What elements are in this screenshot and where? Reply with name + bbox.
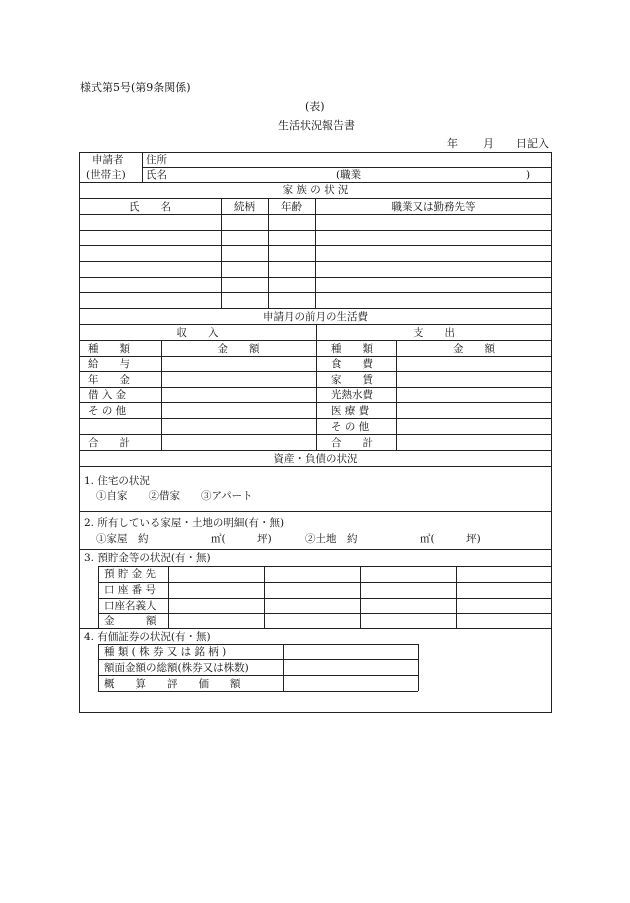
income-col-amount: 金 額 — [217, 343, 260, 355]
income-total-label: 合 計 — [88, 437, 130, 449]
grid-line — [98, 675, 418, 676]
name-field[interactable] — [170, 168, 330, 181]
family-section-title: 家 族 の 状 況 — [282, 184, 349, 196]
family-col-name: 氏 名 — [129, 201, 171, 213]
grid-line — [360, 566, 361, 628]
form-number: 様式第5号(第9条関係) — [80, 81, 191, 94]
expense-col-type: 種 類 — [331, 343, 373, 355]
grid-line — [268, 198, 269, 308]
savings-row-label: 口 座 番 号 — [104, 584, 157, 596]
grid-line — [221, 198, 222, 308]
savings-row-label: 金 額 — [104, 615, 157, 627]
date-year-label: 年 — [447, 137, 458, 150]
income-item: 借 入 金 — [88, 389, 127, 401]
form-title: 生活状況報告書 — [278, 119, 355, 132]
expense-total-label: 合 計 — [331, 437, 373, 449]
grid-line — [264, 566, 265, 628]
address-field[interactable] — [170, 153, 548, 166]
date-day-label: 日記入 — [516, 137, 549, 150]
land-unit: ㎡( 坪) — [420, 533, 481, 545]
property-title: 2. 所有している家屋・土地の明細(有・無) — [84, 517, 285, 529]
grid-line — [79, 450, 552, 451]
grid-line — [456, 566, 457, 628]
income-header: 収 入 — [176, 327, 219, 339]
income-item: 年 金 — [88, 374, 130, 386]
assets-section-title: 資産・負債の状況 — [273, 453, 358, 465]
name-label: 氏名 — [146, 169, 167, 181]
grid-line — [396, 340, 397, 450]
expense-item: 光熱水費 — [331, 389, 373, 401]
occupation-open-label: (職業 — [336, 169, 362, 181]
securities-row-label: 種 類 ( 株 券 又 は 銘 柄 ) — [104, 646, 227, 658]
grid-line — [98, 613, 552, 614]
grid-line — [98, 598, 552, 599]
grid-line — [79, 628, 552, 629]
grid-line — [98, 566, 552, 567]
expense-item: 医 療 費 — [331, 405, 370, 417]
land-label: ②土地 約 — [305, 533, 358, 545]
grid-line — [98, 644, 99, 691]
family-col-job: 職業又は勤務先等 — [391, 201, 476, 213]
grid-line — [168, 566, 169, 628]
grid-line — [98, 691, 418, 692]
grid-line — [418, 644, 419, 691]
householder-label: (世帯主) — [86, 169, 126, 181]
expense-item: 食 費 — [331, 358, 373, 370]
grid-line — [315, 198, 316, 308]
grid-line — [79, 511, 552, 512]
expense-col-amount: 金 額 — [453, 343, 495, 355]
address-label: 住所 — [146, 154, 167, 166]
savings-title: 3. 預貯金等の状況(有・無) — [84, 552, 211, 564]
date-month-label: 月 — [483, 137, 494, 150]
housing-options: ①自家 ②借家 ③アパート — [96, 490, 253, 502]
grid-line — [79, 549, 552, 550]
expense-item: そ の 他 — [331, 421, 370, 433]
grid-line — [98, 582, 552, 583]
occupation-close-label: ) — [526, 169, 531, 181]
living-cost-section-title: 申請月の前月の生活費 — [263, 311, 368, 323]
house-unit: ㎡( 坪) — [211, 533, 272, 545]
grid-line — [283, 644, 284, 691]
grid-line — [79, 308, 552, 309]
securities-title: 4. 有価証券の状況(有・無) — [84, 631, 211, 643]
grid-line — [79, 466, 552, 467]
savings-row-label: 預 貯 金 先 — [104, 568, 157, 580]
applicant-label: 申請者 — [92, 154, 124, 166]
income-item: 給 与 — [88, 358, 130, 370]
grid-line — [161, 340, 162, 450]
expense-item: 家 賃 — [331, 374, 373, 386]
form-side-label: (表) — [305, 100, 325, 113]
family-col-relation: 続柄 — [234, 201, 255, 213]
family-col-age: 年齢 — [281, 201, 302, 213]
house-label: ①家屋 約 — [96, 533, 149, 545]
income-item: そ の 他 — [88, 405, 127, 417]
expense-header: 支 出 — [413, 327, 455, 339]
housing-title: 1. 住宅の状況 — [84, 475, 150, 487]
grid-line — [142, 152, 143, 182]
securities-row-label: 額面金額の総額(株券又は株数) — [104, 662, 249, 674]
savings-row-label: 口座名義人 — [104, 600, 157, 612]
income-col-type: 種 類 — [88, 343, 130, 355]
securities-row-label: 概 算 評 価 額 — [104, 678, 241, 690]
occupation-field[interactable] — [372, 168, 522, 181]
grid-line — [98, 659, 418, 660]
grid-line — [316, 324, 317, 450]
grid-line — [98, 566, 99, 628]
